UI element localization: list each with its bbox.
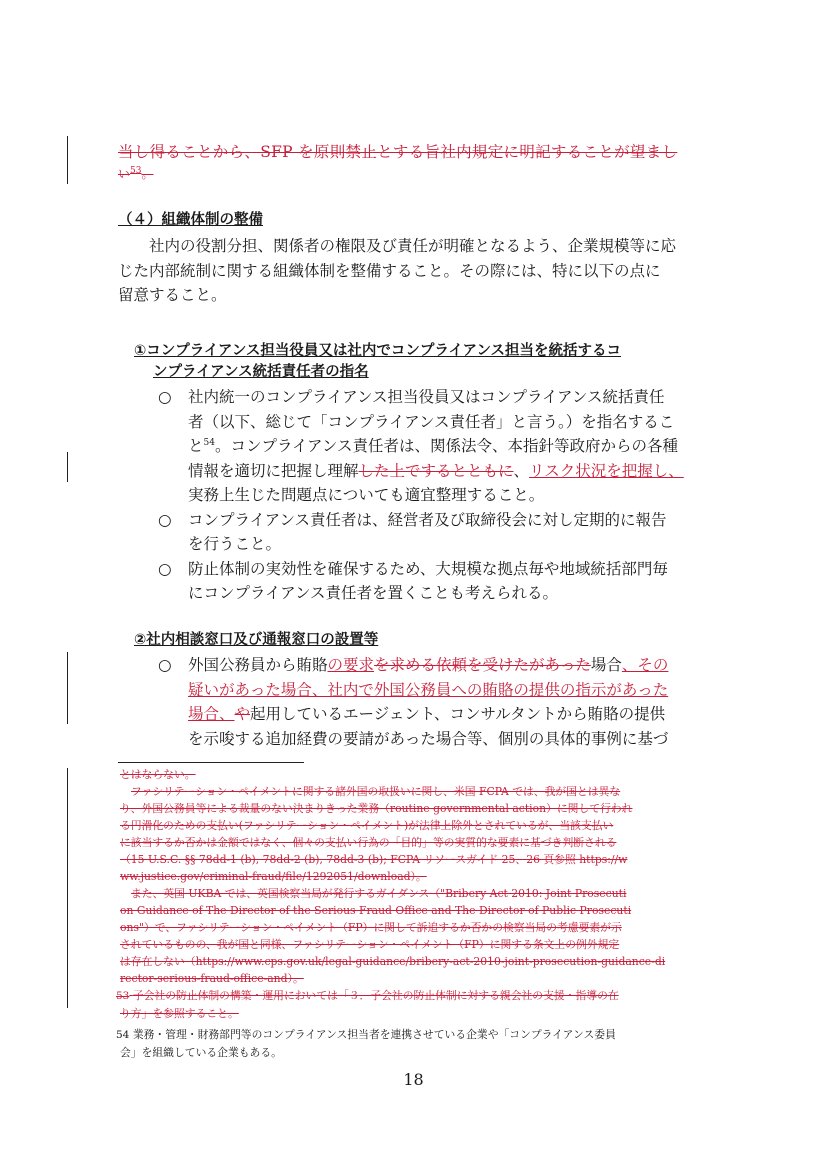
change-bar — [67, 136, 68, 184]
section-title: （４）組織体制の整備 — [118, 212, 263, 228]
footnote-line: されているものの、我が国と同様、ファシリテーション・ペイメント（FP）に関する条文上の例外規定 — [120, 938, 620, 951]
text-fragment: 起用しているエージェント、コンサルタントから賄賂の提供 — [250, 705, 666, 723]
bullet-list-1 — [150, 385, 720, 606]
footnote-line: り方」を参照すること。 — [120, 1007, 239, 1020]
footnotes — [116, 766, 720, 1061]
inserted-text: 疑いがあった場合、社内で外国公務員への賄賂の提供の指示があった — [188, 680, 669, 699]
footnote-line: 会」を組織している企業もある。 — [120, 1046, 282, 1059]
text-line: 実務上生じた問題点についても適宜整理すること。 — [188, 486, 545, 504]
text-line — [188, 434, 720, 459]
footnote-54 — [116, 1026, 720, 1044]
subsection-heading-1 — [134, 341, 621, 383]
circle-bullet-icon: ○ — [158, 388, 172, 406]
footnote-separator — [118, 762, 304, 763]
text-line: にコンプライアンス責任者を置くことも考えられる。 — [188, 584, 558, 602]
footnote-ref-54[interactable]: 54 — [203, 437, 215, 448]
bullet-item — [150, 653, 720, 751]
text-line: を行うこと。 — [188, 535, 282, 553]
footnote-ref-53[interactable]: 53 — [130, 165, 142, 176]
heading-line: ①コンプライアンス担当役員又は社内でコンプライアンス担当を統括するコ — [134, 343, 622, 359]
bullet-item — [150, 557, 720, 606]
page-number: 18 — [403, 1070, 424, 1089]
section-intro — [118, 234, 718, 308]
deleted-text: した上でするとともに — [358, 461, 514, 480]
text-line: 防止体制の実効性を確保するため、大規模な拠点毎や地域統括部門毎 — [188, 559, 668, 578]
text-fragment: 場合 — [590, 656, 622, 674]
deleted-text: や — [234, 705, 251, 723]
change-bar — [67, 652, 68, 724]
footnote-line: り、外国公務員等による裁量のない決まりきった業務（routine governmental action）に関して行われ — [120, 802, 633, 815]
text-line: 者（以下、総じて「コンプライアンス責任者」と言う。）を指名するこ — [188, 412, 675, 431]
change-bar — [67, 452, 68, 482]
inserted-text: 、その — [621, 656, 669, 674]
footnote-line: rector-serious-fraud-office-and）。 — [120, 972, 304, 985]
footnote-line: 子会社の防止体制の構築・運用においては「３．子会社の防止体制に対する親会社の支援・指導の在 — [132, 989, 619, 1002]
bullet-list-2 — [150, 653, 720, 751]
inserted-text: 場合、 — [188, 705, 235, 723]
text-fragment: 、 — [513, 461, 530, 480]
circle-bullet-icon: ○ — [158, 559, 172, 578]
text-fragment: い — [118, 166, 131, 181]
inserted-text: リスク状況を把握し、 — [529, 461, 684, 480]
footnote-line: （15 U.S.C. §§ 78dd-1 (b), 78dd-2 (b), 78dd-3 (b); FCPA リソースガイド 25、26 頁参照 https://w — [120, 853, 628, 866]
deleted-paragraph — [118, 140, 718, 183]
subsection-heading-2 — [134, 628, 378, 649]
text-fragment: 。 — [141, 166, 154, 181]
footnote-line: ファシリテーション・ペイメントに関する諸外国の取扱いに関し、米国 FCPA では、我が国とは異な — [131, 785, 621, 798]
text-line: 当し得ることから、SFP を原則禁止とする旨社内規定に明記することが望まし — [118, 143, 678, 161]
bullet-item — [150, 385, 720, 508]
footnote-line: ww.justice.gov/criminal-fraud/file/1292051/download）。 — [120, 870, 427, 883]
text-fragment: 情報を適切に把握し理解 — [188, 461, 359, 480]
text-line: コンプライアンス責任者は、経営者及び取締役会に対し定期的に報告 — [188, 510, 667, 529]
footnote-number: 54 — [116, 1029, 130, 1041]
text-fragment: 。コンプライアンス責任者は、関係法令、本指針等政府からの各種 — [214, 437, 678, 455]
text-line — [188, 459, 720, 484]
footnote-line: る円滑化のための支払い(ファシリテーション・ペイメント)が法律上除外とされているが、当該支払い — [120, 819, 614, 832]
inserted-text: の要求 — [327, 656, 375, 674]
circle-bullet-icon: ○ — [158, 510, 172, 529]
heading-line: ンプライアンス統括責任者の指名 — [153, 364, 369, 380]
footnote-line: ons"）で、ファシリテーション・ペイメント（FP）に関して訴追するか否かの検察当局の考慮要素が示 — [120, 921, 622, 934]
text-line: 留意すること。 — [118, 286, 227, 304]
footnote-line: は存在しない（https://www.cps.gov.uk/legal-guidance/bribery-act-2010-joint-prosecution-guidance-di — [120, 955, 666, 968]
footnote-line: on Guidance of The Director of the Serious Fraud Office and The Director of Public Prosecuti — [120, 904, 632, 917]
text-line — [118, 165, 718, 183]
footnote-line: 業務・管理・財務部門等のコンプライアンス担当者を連携させている企業や「コンプライアンス委員 — [132, 1028, 616, 1041]
text-line: じた内部統制に関する組織体制を整備すること。その際には、特に以下の点に — [118, 261, 661, 280]
footnote-number: 53 — [116, 990, 130, 1002]
text-fragment: と — [188, 437, 204, 455]
footnote-line: に該当するか否かは金額ではなく、個々の支払い行為の「目的」等の実質的な要素に基づき判断される — [120, 836, 617, 849]
text-line: 社内の役割分担、関係者の権限及び責任が明確となるよう、企業規模等に応 — [149, 237, 677, 255]
deleted-text: を求める依頼を受けたがあった — [374, 656, 591, 674]
text-line — [188, 653, 720, 678]
heading-line: ②社内相談窓口及び通報窓口の設置等 — [134, 632, 379, 648]
text-fragment: 外国公務員から賄賂 — [188, 656, 328, 674]
text-line: 社内統一のコンプライアンス担当役員又はコンプライアンス統括責任 — [188, 388, 665, 406]
footnote-line: また、英国 UKBA では、英国検察当局が発行するガイダンス（"Bribery Act 2010: Joint Prosecuti — [131, 887, 627, 900]
text-line: を示唆する追加経費の要請があった場合等、個別の具体的事例に基づ — [188, 729, 669, 748]
bullet-item — [150, 508, 720, 557]
deleted-footnote-text — [120, 766, 720, 987]
change-bar — [67, 768, 68, 1008]
section-heading — [118, 208, 263, 229]
text-line — [188, 702, 720, 727]
footnote-line: とはならない。 — [120, 768, 196, 781]
circle-bullet-icon: ○ — [158, 656, 172, 674]
footnote-53 — [116, 987, 720, 1005]
